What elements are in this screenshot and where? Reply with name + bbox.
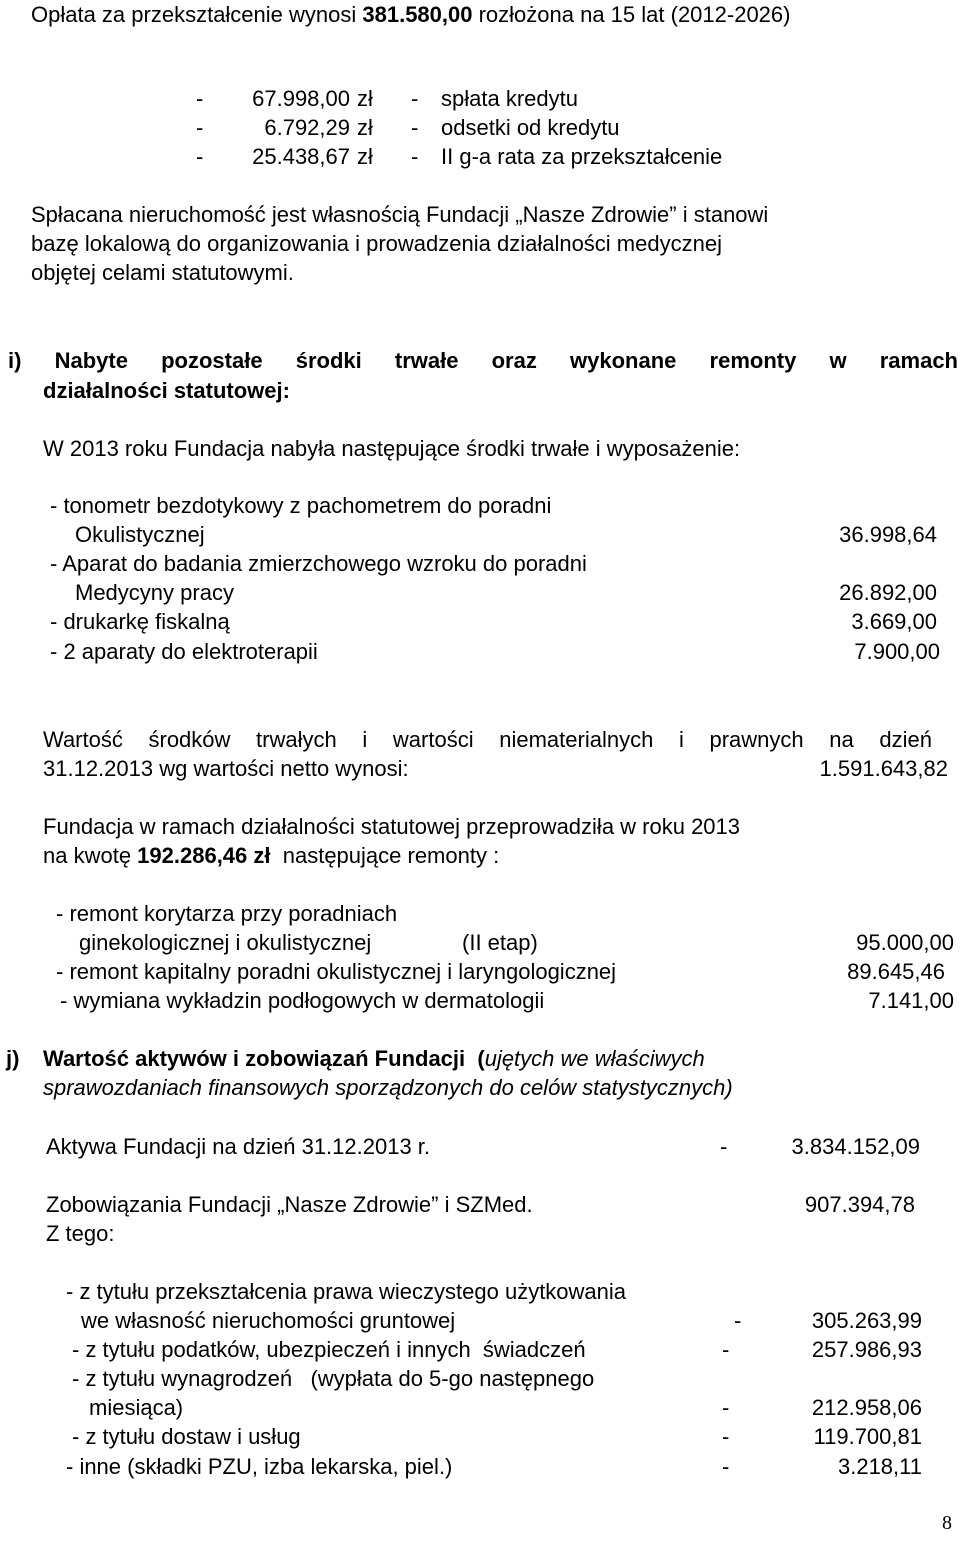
section-j-heading-bold: Wartość aktywów i zobowiązań Fundacji bbox=[43, 1046, 466, 1071]
liability-item-cont: miesiąca) bbox=[89, 1395, 184, 1420]
renovations-intro: Fundacja w ramach działalności statutowej przeprowadziła w roku 2013 bbox=[43, 814, 741, 839]
intro-amount: 381.580,00 bbox=[362, 2, 473, 27]
liability-value: 305.263,99 bbox=[811, 1308, 922, 1333]
purchase-item-cont: Okulistycznej bbox=[75, 522, 205, 547]
renovation-value: 7.141,00 bbox=[868, 988, 954, 1013]
intro-suffix: rozłożona na 15 lat (2012-2026) bbox=[472, 2, 791, 27]
breakdown-dash: - bbox=[196, 115, 204, 140]
renovation-note: (II etap) bbox=[462, 930, 538, 955]
liability-dash: - bbox=[722, 1337, 730, 1362]
liability-item-cont: we własność nieruchomości gruntowej bbox=[81, 1308, 456, 1333]
of-which-label: Z tego: bbox=[46, 1221, 115, 1246]
purchase-value: 3.669,00 bbox=[851, 609, 937, 634]
assets-value-text-cont: 31.12.2013 wg wartości netto wynosi: bbox=[43, 756, 409, 781]
section-j-heading bbox=[43, 1044, 705, 1073]
intro-line bbox=[31, 0, 790, 29]
section-j-label: j) bbox=[6, 1046, 20, 1071]
section-j-heading-italic: ujętych we właściwych bbox=[484, 1046, 705, 1071]
paragraph-line: objętej celami statutowymi. bbox=[31, 260, 294, 285]
breakdown-sep: - bbox=[411, 115, 419, 140]
section-i-heading-cont: działalności statutowej: bbox=[43, 378, 290, 403]
purchase-value: 26.892,00 bbox=[839, 580, 937, 605]
liability-item: - z tytułu wynagrodzeń (wypłata do 5-go następnego bbox=[72, 1366, 595, 1391]
liability-item: - z tytułu podatków, ubezpieczeń i innych świadczeń bbox=[72, 1337, 586, 1362]
assets-value-amount: 1.591.643,82 bbox=[819, 756, 948, 781]
renovations-intro-cont bbox=[43, 841, 499, 870]
assets-total-label: Aktywa Fundacji na dzień 31.12.2013 r. bbox=[46, 1134, 431, 1159]
breakdown-desc: spłata kredytu bbox=[441, 86, 578, 111]
liability-dash: - bbox=[722, 1395, 730, 1420]
paragraph-line: Spłacana nieruchomość jest własnością Fundacji „Nasze Zdrowie” i stanowi bbox=[31, 202, 769, 227]
renovation-item: - wymiana wykładzin podłogowych w dermatologii bbox=[60, 988, 545, 1013]
intro-text: Opłata za przekształcenie wynosi bbox=[31, 2, 363, 27]
renovations-prefix: na kwotę bbox=[43, 843, 138, 868]
purchase-item-cont: Medycyny pracy bbox=[75, 580, 234, 605]
liabilities-total-value: 907.394,78 bbox=[804, 1192, 915, 1217]
paragraph-line: bazę lokalową do organizowania i prowadzenia działalności medycznej bbox=[31, 231, 722, 256]
liability-dash: - bbox=[722, 1424, 730, 1449]
liability-item: - z tytułu dostaw i usług bbox=[72, 1424, 301, 1449]
assets-value-text: Wartość środków trwałych i wartości niematerialnych i prawnych na dzień bbox=[43, 727, 932, 752]
breakdown-amount: 67.998,00 bbox=[252, 86, 350, 111]
renovation-item: - remont kapitalny poradni okulistycznej i laryngologicznej bbox=[56, 959, 617, 984]
breakdown-unit: zł bbox=[357, 115, 373, 140]
renovation-item-cont: ginekologicznej i okulistycznej bbox=[79, 930, 372, 955]
purchases-intro: W 2013 roku Fundacja nabyła następujące środki trwałe i wyposażenie: bbox=[43, 436, 741, 461]
section-j-heading-cont: sprawozdaniach finansowych sporządzonych do celów statystycznych) bbox=[43, 1075, 733, 1100]
purchase-item: - Aparat do badania zmierzchowego wzroku do poradni bbox=[50, 551, 587, 576]
liability-value: 257.986,93 bbox=[811, 1337, 922, 1362]
liability-value: 119.700,81 bbox=[813, 1424, 922, 1449]
breakdown-sep: - bbox=[411, 144, 419, 169]
purchase-value: 7.900,00 bbox=[854, 639, 940, 664]
assets-total-dash: - bbox=[720, 1134, 728, 1159]
breakdown-desc: II g-a rata za przekształcenie bbox=[441, 144, 723, 169]
liability-item: - z tytułu przekształcenia prawa wieczystego użytkowania bbox=[66, 1279, 627, 1304]
liabilities-total-label: Zobowiązania Fundacji „Nasze Zdrowie” i SZMed. bbox=[46, 1192, 533, 1217]
purchase-item: - 2 aparaty do elektroterapii bbox=[50, 639, 318, 664]
breakdown-unit: zł bbox=[357, 86, 373, 111]
liability-item: - inne (składki PZU, izba lekarska, piel.) bbox=[66, 1454, 453, 1479]
purchase-value: 36.998,64 bbox=[839, 522, 937, 547]
purchase-item: - drukarkę fiskalną bbox=[50, 609, 230, 634]
renovation-value: 89.645,46 bbox=[847, 959, 945, 984]
section-j-heading-paren: ( bbox=[477, 1046, 485, 1071]
renovation-item: - remont korytarza przy poradniach bbox=[56, 901, 398, 926]
liability-value: 212.958,06 bbox=[811, 1395, 922, 1420]
section-i-heading: i) Nabyte pozostałe środki trwałe oraz wykonane remonty w ramach bbox=[8, 348, 958, 373]
breakdown-desc: odsetki od kredytu bbox=[441, 115, 620, 140]
breakdown-amount: 25.438,67 bbox=[252, 144, 350, 169]
renovation-value: 95.000,00 bbox=[856, 930, 954, 955]
assets-total-value: 3.834.152,09 bbox=[791, 1134, 920, 1159]
liability-dash: - bbox=[734, 1308, 742, 1333]
liability-dash: - bbox=[722, 1454, 730, 1479]
breakdown-dash: - bbox=[196, 144, 204, 169]
page-number: 8 bbox=[942, 1512, 952, 1534]
breakdown-dash: - bbox=[196, 86, 204, 111]
renovations-amount: 192.286,46 zł bbox=[137, 843, 271, 868]
breakdown-unit: zł bbox=[357, 144, 373, 169]
liability-value: 3.218,11 bbox=[837, 1454, 922, 1479]
breakdown-amount: 6.792,29 bbox=[264, 115, 350, 140]
purchase-item: - tonometr bezdotykowy z pachometrem do poradni bbox=[50, 493, 552, 518]
breakdown-sep: - bbox=[411, 86, 419, 111]
renovations-suffix: następujące remonty : bbox=[270, 843, 500, 868]
